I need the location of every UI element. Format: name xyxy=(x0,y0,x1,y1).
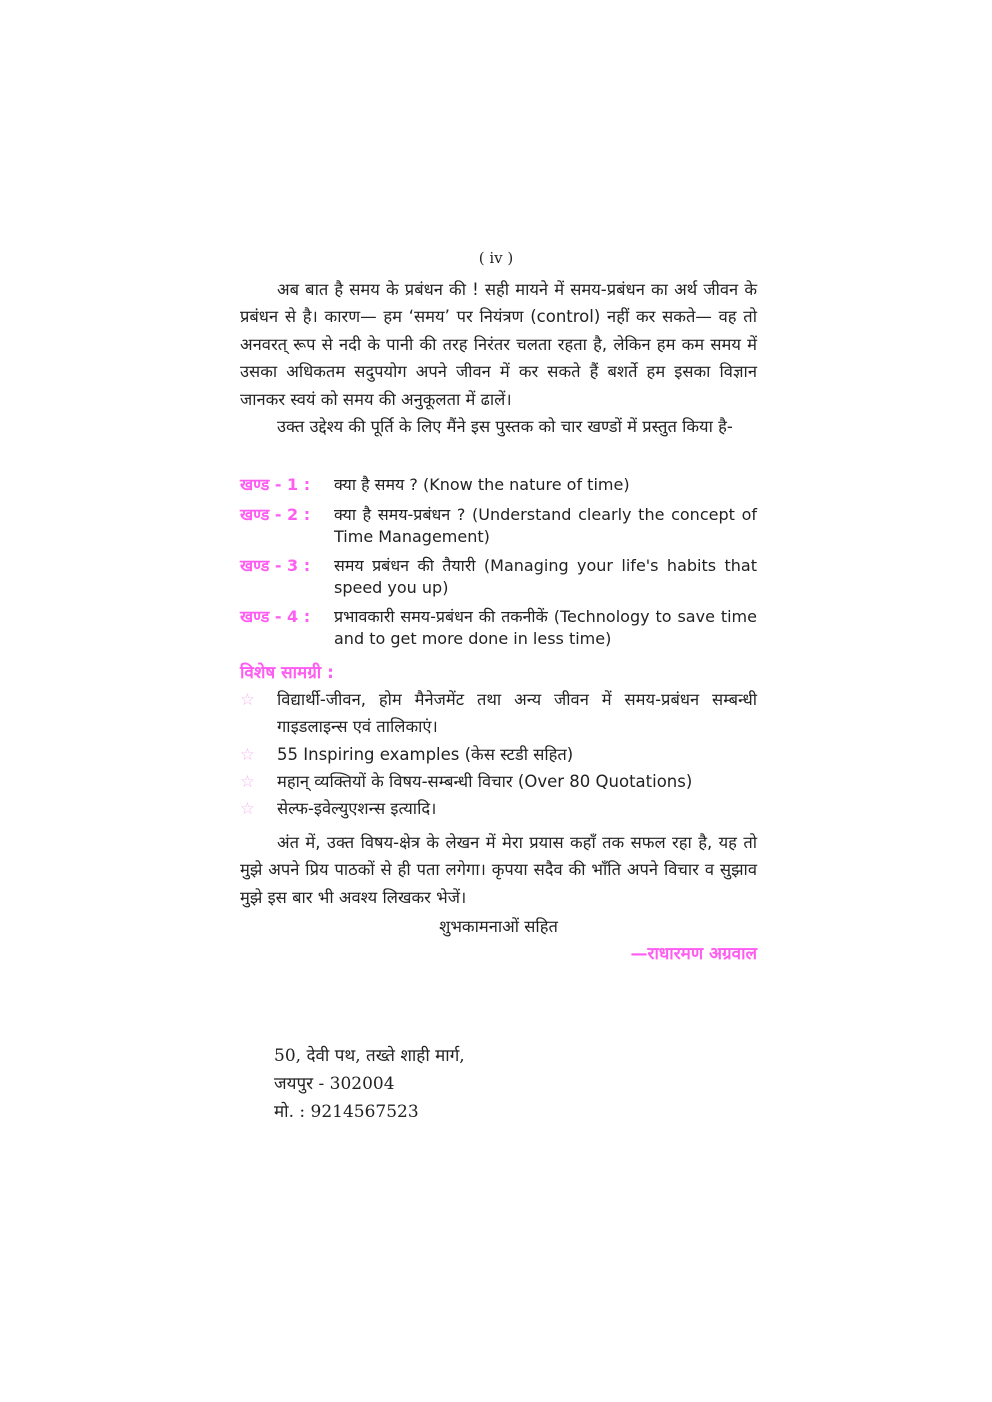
section-text: क्या है समय-प्रबंधन ? (Understand clearly the concept of Time Management) xyxy=(334,505,757,546)
section-2 xyxy=(240,504,757,548)
special-item xyxy=(240,795,757,822)
star-icon: ☆ xyxy=(240,799,255,818)
special-item xyxy=(240,741,757,768)
star-icon: ☆ xyxy=(240,745,255,764)
section-1 xyxy=(240,474,757,496)
closing-paragraph: अंत में, उक्त विषय-क्षेत्र के लेखन में मेरा प्रयास कहाँ तक सफल रहा है, यह तो मुझे अपने प्रिय पाठकों से ही पता लगेगा। कृपया सदैव की भाँति अपने विचार व सुझाव मुझे इस बार भी अवश्य लिखकर भेजें। xyxy=(240,833,757,907)
section-text: प्रभावकारी समय-प्रबंधन की तकनीकें (Technology to save time and to get more done in less time) xyxy=(334,607,757,648)
section-label: खण्ड - 4 : xyxy=(240,607,311,626)
page-number: ( iv ) xyxy=(478,249,514,267)
special-item-text: 55 Inspiring examples (केस स्टडी सहित) xyxy=(277,745,574,764)
purpose-paragraph: उक्त उद्देश्य की पूर्ति के लिए मैंने इस पुस्तक को चार खण्डों में प्रस्तुत किया है- xyxy=(277,417,733,436)
section-label: खण्ड - 2 : xyxy=(240,505,311,524)
address-line: 50, देवी पथ, तख्ते शाही मार्ग, xyxy=(274,1046,465,1066)
special-item xyxy=(240,768,757,795)
special-item-text: सेल्फ-इवेल्युएशन्स इत्यादि। xyxy=(277,799,437,818)
greeting: शुभकामनाओं सहित xyxy=(439,917,558,936)
special-heading: विशेष सामग्री : xyxy=(240,663,334,683)
section-text: क्या है समय ? (Know the nature of time) xyxy=(334,475,630,494)
address-city: जयपुर - 302004 xyxy=(274,1074,395,1094)
special-item-text: महान् व्यक्तियों के विषय-सम्बन्धी विचार (Over 80 Quotations) xyxy=(277,772,693,791)
special-item-text: विद्यार्थी-जीवन, होम मैनेजमेंट तथा अन्य जीवन में समय-प्रबंधन सम्बन्धी गाइडलाइन्स एवं तालिकाएं। xyxy=(277,690,757,737)
star-icon: ☆ xyxy=(240,772,255,791)
address-phone: मो. : 9214567523 xyxy=(274,1102,419,1122)
section-label: खण्ड - 3 : xyxy=(240,556,311,575)
author-signature: —राधारमण अग्रवाल xyxy=(630,944,757,964)
intro-paragraph: अब बात है समय के प्रबंधन की ! सही मायने में समय-प्रबंधन का अर्थ जीवन के प्रबंधन से है। कारण— हम ‘समय’ पर नियंत्रण (control) नहीं कर सकते— वह तो अनवरत् रूप से नदी के पानी की तरह निरंतर चलता रहता है, लेकिन हम कम समय में उसका अधिकतम सदुपयोग अपने जीवन में कर सकते हैं बशर्ते हम इसका विज्ञान जानकर स्वयं को समय की अनुकूलता में ढालें। xyxy=(240,280,757,409)
star-icon: ☆ xyxy=(240,690,255,709)
section-4 xyxy=(240,606,757,650)
special-item xyxy=(240,686,757,741)
section-3 xyxy=(240,555,757,599)
section-label: खण्ड - 1 : xyxy=(240,475,311,494)
section-text: समय प्रबंधन की तैयारी (Managing your life's habits that speed you up) xyxy=(334,556,757,597)
